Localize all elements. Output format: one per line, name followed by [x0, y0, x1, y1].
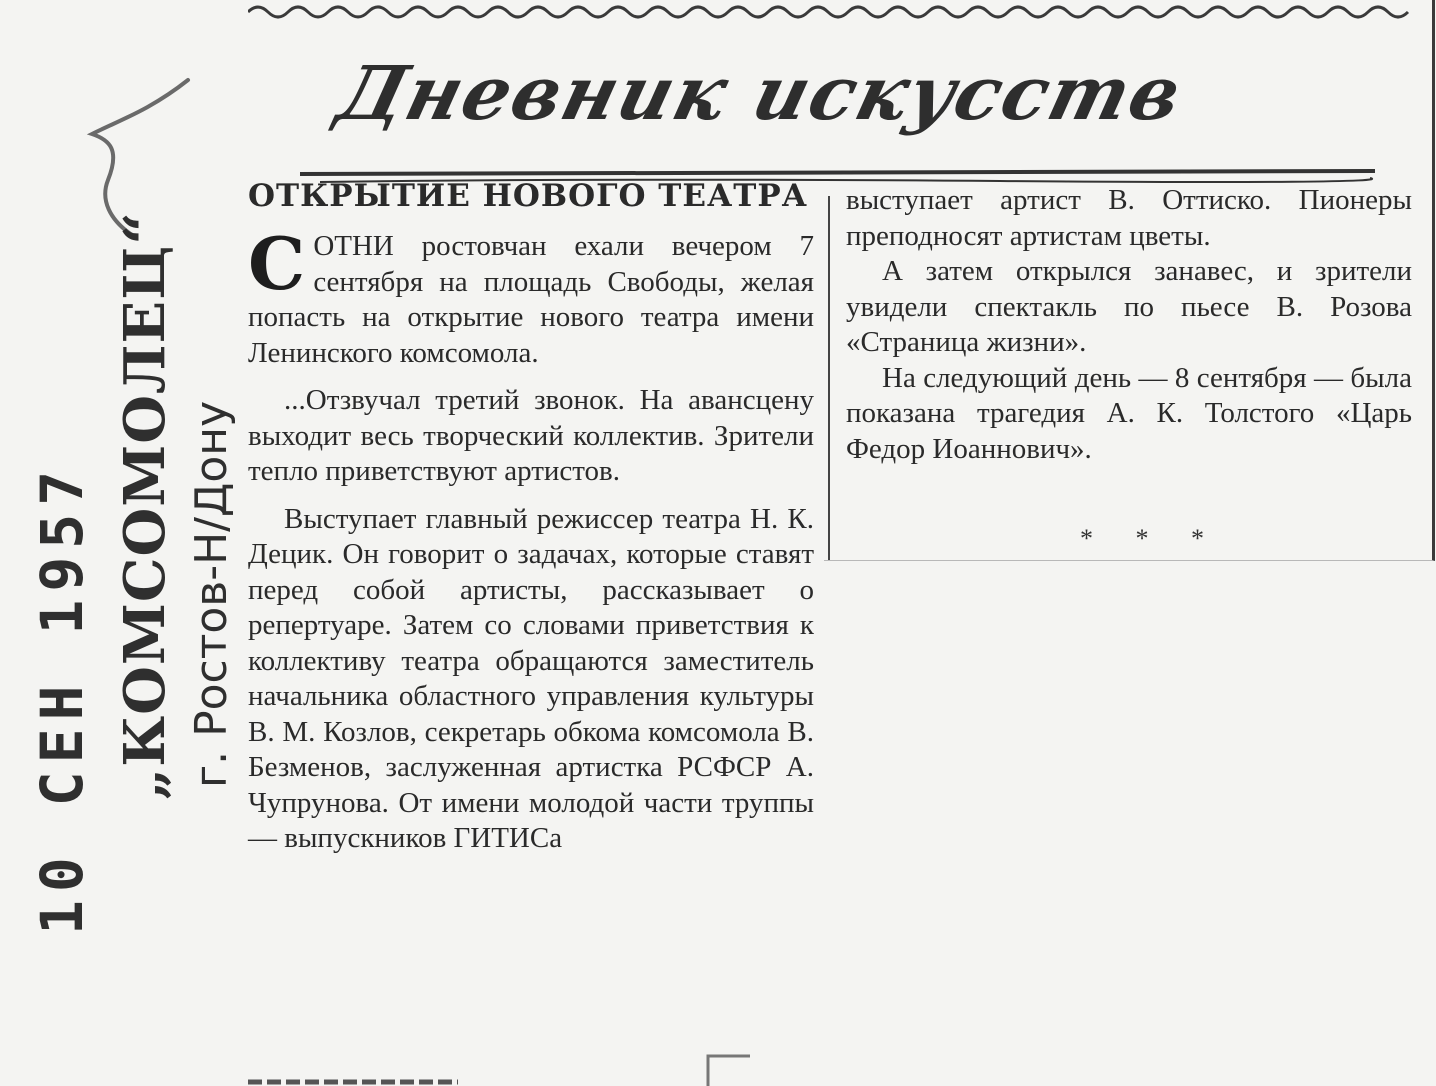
section-heading-text: Дневник искусств	[329, 51, 1192, 137]
article-column-left	[248, 176, 814, 857]
bracket-mark	[704, 1052, 754, 1086]
drop-cap: С	[248, 221, 306, 306]
article-paragraph: выступает артист В. Оттиско. Пионеры преподносят артистам цветы.	[846, 184, 1412, 252]
article-paragraph: На следующий день — 8 сентября — была показана трагедия А. К. Толстого «Царь Федор Иоаннович».	[846, 361, 1412, 465]
section-heading	[300, 40, 1375, 152]
article-paragraph: Выступает главный режиссер театра Н. К. Децик. Он говорит о задачах, которые ставят перед собой артисты, рассказывает о репертуаре. Затем со словами приветствия к коллективу театра обращаются заместитель начальника областного управления культуры В. М. Козлов, секретарь обкома комсомола В. Безменов, заслуженная артистка РСФСР А. Чупрунова. От имени молодой части труппы — выпускников ГИТИСа	[248, 502, 814, 854]
article-paragraph: ...Отзвучал третий звонок. На авансцену выходит весь творческий коллектив. Зрители тепло приветствуют артистов.	[248, 384, 814, 487]
stamp-city: г. Ростов-Н/Дону	[186, 400, 237, 788]
article-title: ОТКРЫТИЕ НОВОГО ТЕАТРА	[248, 178, 808, 214]
column-divider	[828, 196, 830, 560]
cut-off-text-fragment	[248, 1074, 458, 1086]
article-paragraph	[248, 221, 814, 371]
paragraph-text: ОТНИ ростовчан ехали вечером 7 сентября на площадь Свободы, желая попасть на открытие нового театра имени Ленинского комсомола.	[248, 230, 814, 369]
stamp-date: 10 СЕН 1957	[28, 462, 96, 935]
stamp-newspaper-name: „КОМСОМОЛЕЦ“	[112, 211, 178, 800]
article-column-right	[846, 183, 1412, 467]
section-separator: * * *	[1080, 524, 1222, 553]
article-paragraph: А затем открылся занавес, и зрители увидели спектакль по пьесе В. Розова «Страница жизни».	[846, 255, 1412, 358]
